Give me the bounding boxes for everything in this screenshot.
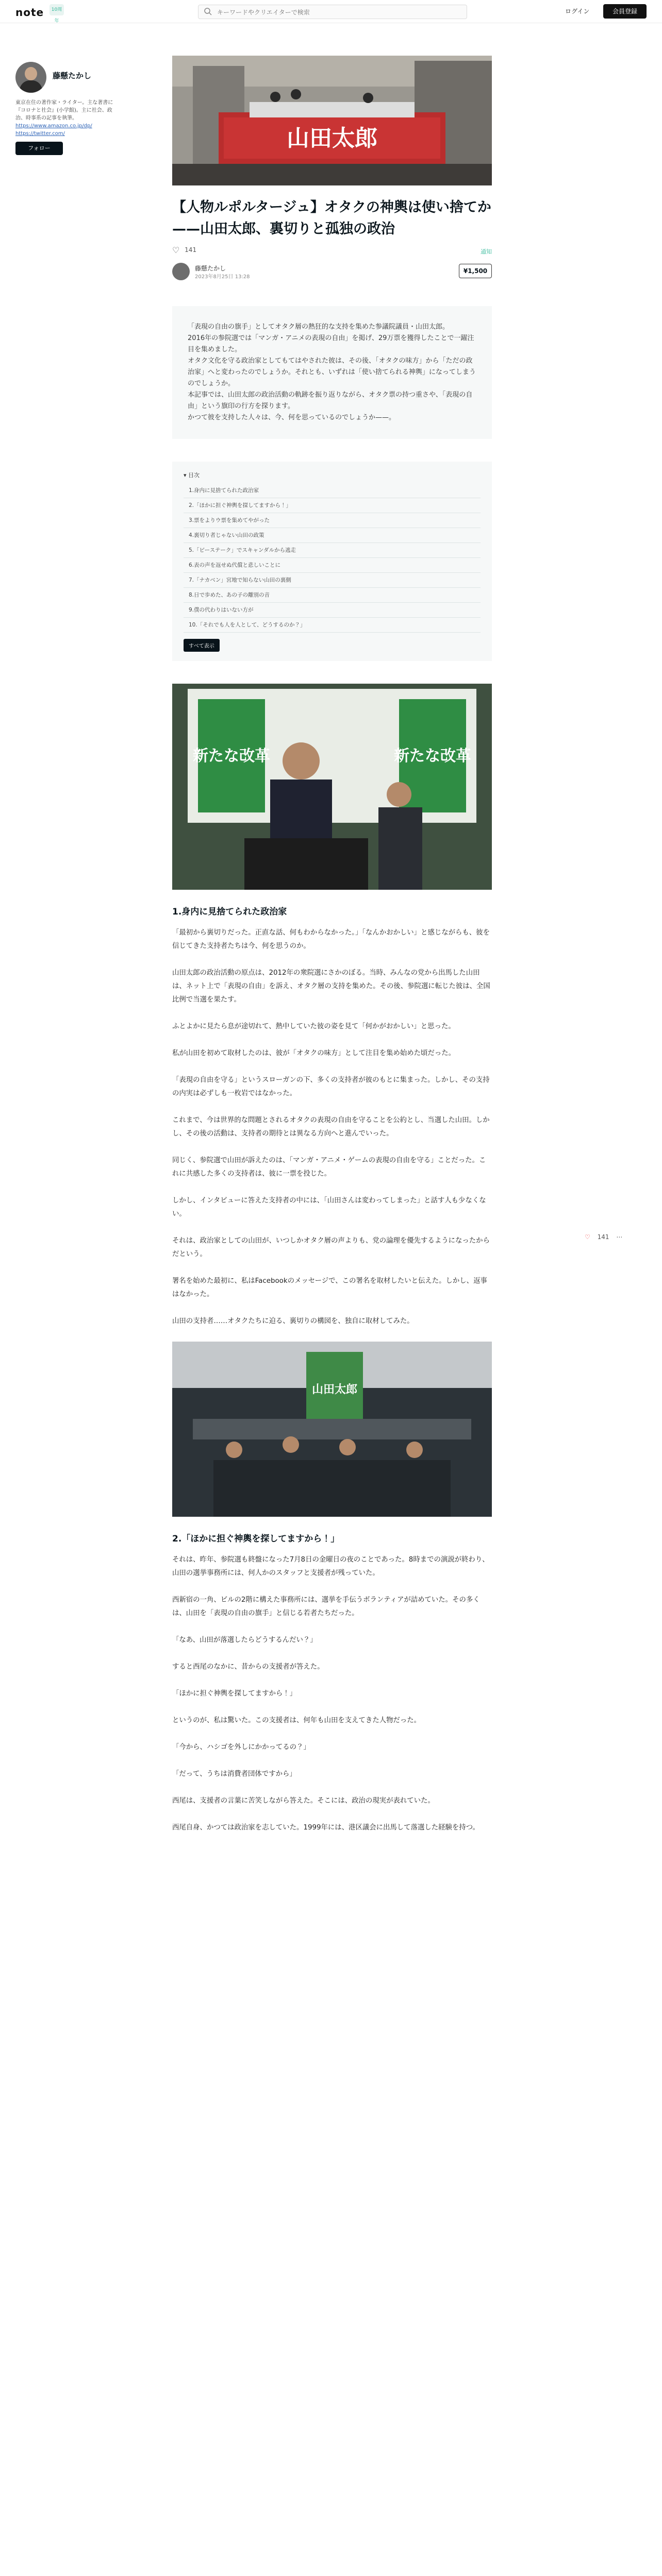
paragraph: 「最初から裏切りだった。正直な話、何もわからなかった。」「なんかおかしい」と感じながらも、彼を信じてきた支持者たちは今、何を思うのか。 [172,929,490,950]
paragraph: 私が山田を初めて取材したのは、彼が「オタクの味方」として注目を集め始めた頃だった。 [172,1049,456,1057]
paragraph: 「表現の自由を守る」というスローガンの下、多くの支持者が彼のもとに集まった。しかし、その支持の内実は必ずしも一枚岩ではなかった。 [172,1076,490,1097]
toc-item[interactable]: 3.票をよりウ票を集めてやがった [184,513,481,528]
paragraph: 「だって、うちは消費者団体ですから」 [172,1770,296,1778]
follow-button[interactable]: フォロー [15,142,63,155]
hero-banner-text: 山田太郎 [287,125,377,151]
table-of-contents [172,462,492,661]
author-row-name[interactable]: 藤懸たかし [195,265,226,272]
toc-item[interactable]: 9.僕の代わりはいない方が [184,603,481,618]
author-bio [15,99,119,138]
toc-item[interactable]: 5.「ビーステーク」でスキャンダルから逃走 [184,543,481,558]
notify-badge[interactable]: 通知 [481,248,492,255]
author-name[interactable]: 藤懸たかし [53,71,92,80]
float-heart-icon[interactable]: ♡ [585,1233,590,1241]
float-like-count: 141 [597,1233,609,1241]
float-more-icon[interactable]: ⋯ [616,1233,623,1241]
meta-row [172,245,492,258]
paragraph: ふとよかに見たら息が途切れて、熱中していた彼の姿を見て「何かがおかしい」と思った。 [172,1023,455,1030]
author-avatar[interactable] [15,62,46,93]
publish-date: 2023年8月25日 13:28 [195,274,250,280]
section-1-tail: 山田の支持者……オタクたちに迫る、裏切りの構図を、独自に取材してみた。 [172,1317,414,1325]
intro-text: 「表現の自由の旗手」としてオタク層の熱狂的な支持を集めた参議院議員・山田太郎。 2016年の参院選では「マンガ・アニメの表現の自由」を掲げ、29万票を獲得したことで一躍注目を集めました。 オタク文化を守る政治家としてもてはやされた彼は、その後、「オタクの味方」から「ただの政治家」へと変わったのでしょうか。それとも、いずれは「使い捨てられる神輿」になってしまうのでしょうか。 本記事では、山田太郎の政治活動の軌跡を振り返りながら、オタク票の持つ重さや、「表現の自由」という旗印の行方を探ります。 かつて彼を支持した人々は、今、何を思っているのでしょうか——。 [188,323,476,421]
toc-item[interactable]: 10.「それでも人を人として、どうするのか？」 [184,618,481,633]
toc-item[interactable]: 8.日で歩めた、あの子の離別の音 [184,588,481,603]
toc-title: ▾ 目次 [184,472,200,479]
article [172,56,492,1848]
paragraph: 同じく、参院選で山田が訴えたのは、「マンガ・アニメ・ゲームの表現の自由を守る」ことだった。これに共感した多くの支持者は、彼に一票を投じた。 [172,1157,486,1178]
section-2-heading: 2.「ほかに担ぐ神輿を探してますから！」 [172,1534,340,1544]
paragraph: すると西尾のなかに、昔からの支援者が答えた。 [172,1663,324,1671]
author-link-2[interactable]: https://twitter.com/ [15,131,65,137]
anniversary-badge: 10周年 [49,4,64,15]
article-title: 【人物ルポルタージュ】オタクの神輿は使い捨てか——山田太郎、裏切りと孤独の政治 [172,199,491,237]
toc-item[interactable]: 4.裏切り者じゃない山田の政策 [184,528,481,543]
paragraph: 西尾自身、かつては政治家を志していた。1999年には、港区議会に出馬して落選した経験を持つ。 [172,1824,479,1832]
intro-box [172,306,492,439]
campaign-office-photo [172,1342,492,1517]
author-link-1[interactable]: https://www.amazon.co.jp/dp/ [15,123,92,129]
toc-item[interactable]: 7.「ナカベン」宮地で知らない山田の裏側 [184,573,481,588]
login-link[interactable]: ログイン [565,8,590,15]
paragraph: 山田太郎の政治活動の原点は、2012年の衆院選にさかのぼる。当時、みんなの党から出馬した山田は、ネット上で「表現の自由」を訴え、オタク層の支持を集めた。その後、参院選に転じた彼は、全国比例で当選を果たす。 [172,969,490,1004]
section-1-heading: 1.身内に見捨てられた政治家 [172,907,287,917]
paragraph: これまで、今は世界的な問題とされるオタクの表現の自由を守ることを公約とし、当選した山田。しかし、その後の活動は、支持者の期待とは異なる方向へと進んでいった。 [172,1116,490,1138]
author-sidebar [15,62,119,155]
photo2-banner: 山田太郎 [311,1383,358,1396]
paragraph: 「今から、ハシゴを外しにかかってるの？」 [172,1743,310,1751]
paragraph: 署名を始めた最初に、私はFacebookのメッセージで、この署名を取材したいと伝えた。しかし、返事はなかった。 [172,1277,487,1298]
toc-item[interactable]: 6.表の声を返せぬ代償と悲しいことに [184,558,481,573]
paragraph: 西尾は、支援者の言葉に苦笑しながら答えた。そこには、政治の現実が表れていた。 [172,1797,435,1805]
author-row [172,262,492,284]
signup-button[interactable]: 会員登録 [603,4,647,19]
note-logo[interactable]: note [15,6,44,19]
search-input[interactable] [216,7,460,18]
paragraph: それは、昨年、参院選も終盤になった7月8日の金曜日の夜のことであった。8時までの演説が終わり、山田の選挙事務所には、何人かのスタッフと支援者が残っていた。 [172,1556,489,1577]
paragraph: しかし、インタビューに答えた支持者の中には、「山田さんは変わってしまった」と話す人も少なくない。 [172,1197,486,1218]
toc-more-button[interactable]: すべて表示 [184,639,220,652]
floating-actions [585,1233,627,1241]
search-box[interactable] [198,5,467,19]
photo1-banner-left: 新たな改革 [193,747,270,765]
like-count: 141 [185,246,197,253]
site-header [0,0,662,23]
press-conference-photo [172,684,492,890]
hero-image [172,56,492,185]
author-bio-text: 東京在住の著作家・ライター。主な著書に『コロナと社会』(小学館)。主に社会、政治、時事系の記事を執筆。 [15,100,113,121]
toc-item[interactable]: 2.「ほかに担ぐ神輿を探してますから！」 [184,498,481,513]
paragraph: 「ほかに担ぐ神輿を探してますから！」 [172,1690,297,1698]
paragraph: それは、政治家としての山田が、いつしかオタク層の声よりも、党の論理を優先するようになったからだという。 [172,1237,490,1258]
hero-photo [172,56,492,185]
paragraph: というのが、私は驚いた。この支援者は、何年も山田を支えてきた人物だった。 [172,1717,421,1724]
like-heart-icon[interactable]: ♡ [172,245,180,255]
price-button[interactable]: ¥1,500 [459,264,492,278]
paragraph: 西新宿の一角、ビルの2階に構えた事務所には、選挙を手伝うボランティアが詰めていた。その多くは、山田を「表現の自由の旗手」と信じる若者たちだった。 [172,1596,480,1617]
search-icon [204,7,212,15]
author-row-avatar[interactable] [172,263,190,280]
toc-item[interactable]: 1.身内に見捨てられた政治家 [184,483,481,498]
photo1-banner-right: 新たな改革 [394,747,471,765]
paragraph: 「なあ、山田が落選したらどうするんだい？」 [172,1636,317,1644]
